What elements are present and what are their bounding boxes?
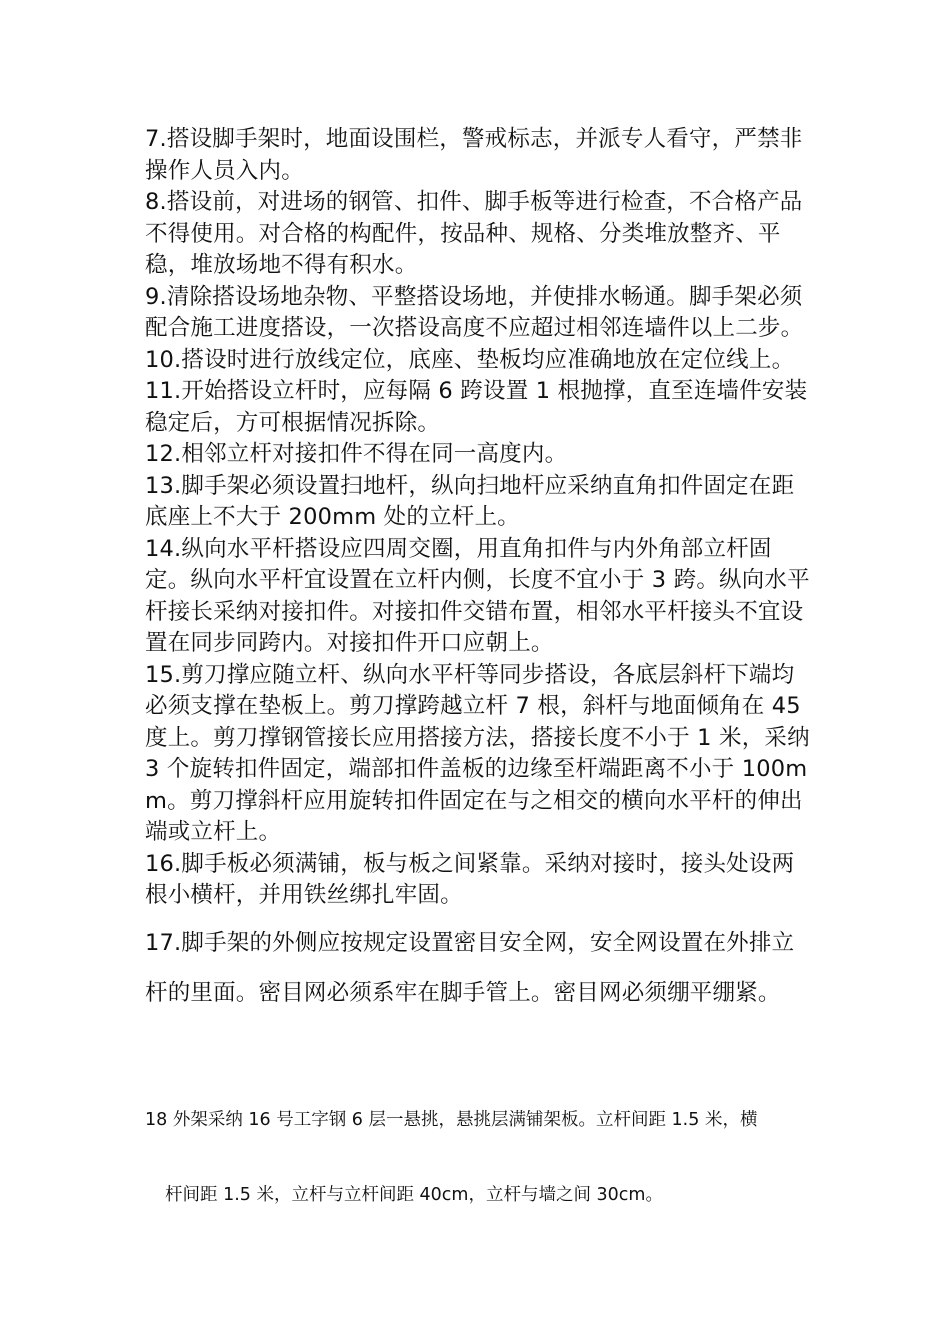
paragraph-17: 17.脚手架的外侧应按规定设置密目安全网，安全网设置在外排立杆的里面。密目网必须系牢在脚手管上。密目网必须绷平绷紧。 [145, 929, 795, 1006]
paragraph-16: 16.脚手板必须满铺，板与板之间紧靠。采纳对接时，接头处设两根小横杆，并用铁丝绑扎牢固。 [145, 850, 795, 908]
note-18-line-2: 杆间距 1.5 米，立杆与立杆间距 40cm，立杆与墙之间 30cm。 [165, 1185, 663, 1205]
paragraph-8: 8.搭设前，对进场的钢管、扣件、脚手板等进行检查，不合格产品不得使用。对合格的构配件，按品种、规格、分类堆放整齐、平稳，堆放场地不得有积水。 [145, 189, 803, 278]
paragraph-11: 11.开始搭设立杆时，应每隔 6 跨设置 1 根抛撑，直至连墙件安装稳定后，方可根据情况拆除。 [145, 378, 808, 436]
note-18-line-1: 18 外架采纳 16 号工字钢 6 层一悬挑，悬挑层满铺架板。立杆间距 1.5 米，横 [145, 1110, 758, 1130]
paragraph-12: 12.相邻立杆对接扣件不得在同一高度内。 [145, 441, 568, 467]
paragraph-9: 9.清除搭设场地杂物、平整搭设场地，并使排水畅通。脚手架必须配合施工进度搭设，一次搭设高度不应超过相邻连墙件以上二步。 [145, 283, 804, 341]
paragraph-7: 7.搭设脚手架时，地面设围栏，警戒标志，并派专人看守，严禁非操作人员入内。 [145, 126, 803, 184]
paragraph-13: 13.脚手架必须设置扫地杆，纵向扫地杆应采纳直角扣件固定在距底座上不大于 200mm 处的立杆上。 [145, 472, 795, 530]
paragraph-14: 14.纵向水平杆搭设应四周交圈，用直角扣件与内外角部立杆固定。纵向水平杆宜设置在立杆内侧，长度不宜小于 3 跨。纵向水平杆接长采纳对接扣件。对接扣件交错布置，相邻水平杆接头不宜设置在同步同跨内。对接扣件开口应朝上。 [145, 535, 810, 656]
paragraph-10: 10.搭设时进行放线定位，底座、垫板均应准确地放在定位线上。 [145, 346, 795, 373]
document-body [145, 124, 815, 1018]
paragraph-15: 15.剪刀撑应随立杆、纵向水平杆等同步搭设，各底层斜杆下端均必须支撑在垫板上。剪刀撑跨越立杆 7 根，斜杆与地面倾角在 45 度上。剪刀撑钢管接长应用搭接方法，搭接长度不小于 1 米，采纳 3 个旋转扣件固定，端部扣件盖板的边缘至杆端距离不小于 100mm。剪刀撑斜杆应用旋转扣件固定在与之相交的横向水平杆的伸出端或立杆上。 [145, 661, 810, 845]
